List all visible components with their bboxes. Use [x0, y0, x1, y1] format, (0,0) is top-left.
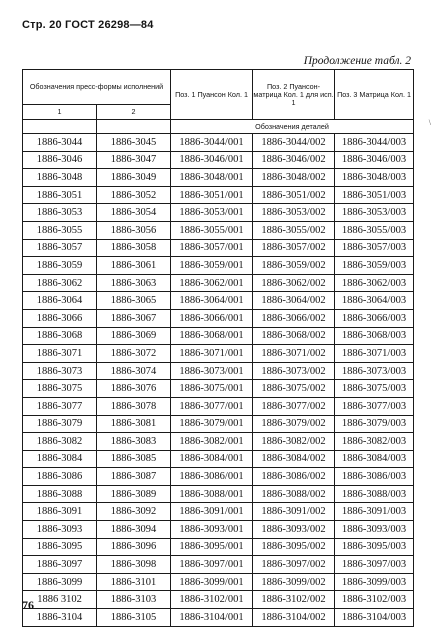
table-cell: 1886-3093/002 [253, 521, 335, 539]
table-cell: 1886-3084/002 [253, 450, 335, 468]
table-cell: 1886-3082/002 [253, 433, 335, 451]
table-cell: 1886 3102 [23, 591, 97, 609]
table-cell: 1886-3059/001 [171, 257, 253, 275]
header-pos3: Поз. 3 Матрица Кол. 1 [335, 70, 414, 120]
header-col1: 1 [23, 105, 97, 120]
table-cell: 1886-3051/002 [253, 186, 335, 204]
table-cell: 1886-3049 [97, 169, 171, 187]
table-cell: 1886-3044/001 [171, 134, 253, 152]
table-cell: 1886-3061 [97, 257, 171, 275]
table-cell: 1886-3084/003 [335, 450, 414, 468]
table-cell: 1886-3046 [23, 151, 97, 169]
table-row [23, 221, 414, 239]
table-cell: 1886-3097 [23, 556, 97, 574]
table-cell: 1886-3068 [23, 327, 97, 345]
table-cell: 1886-3088/003 [335, 485, 414, 503]
table-cell: 1886-3059/003 [335, 257, 414, 275]
table-cell: 1886-3104 [23, 609, 97, 627]
table-row [23, 450, 414, 468]
table-cell: 1886-3062 [23, 274, 97, 292]
table-cell: 1886-3082/003 [335, 433, 414, 451]
table-row [23, 415, 414, 433]
table-cell: 1886-3101 [97, 573, 171, 591]
header-mold-designations: Обозначения пресс-формы исполнений [23, 70, 171, 105]
table-cell: 1886-3055/001 [171, 221, 253, 239]
page-number: 76 [22, 598, 34, 612]
table-cell: 1886-3097/003 [335, 556, 414, 574]
table-row [23, 274, 414, 292]
table-cell: 1886-3084 [23, 450, 97, 468]
table-cell: 1886-3046/003 [335, 151, 414, 169]
table-row [23, 239, 414, 257]
header-pos1: Поз. 1 Пуансон Кол. 1 [171, 70, 253, 120]
table-cell: 1886-3055 [23, 221, 97, 239]
table-cell: 1886-3071/002 [253, 345, 335, 363]
table-cell: 1886-3083 [97, 433, 171, 451]
table-cell: 1886-3048/001 [171, 169, 253, 187]
table-cell: 1886-3068/003 [335, 327, 414, 345]
table-row [23, 345, 414, 363]
table-cell: 1886-3044 [23, 134, 97, 152]
table-row [23, 538, 414, 556]
table-cell: 1886-3088/002 [253, 485, 335, 503]
table-cell: 1886-3077/003 [335, 397, 414, 415]
table-row [23, 397, 414, 415]
table-cell: 1886-3094 [97, 521, 171, 539]
table-row [23, 521, 414, 539]
table-cell: 1886-3084/001 [171, 450, 253, 468]
table-row [23, 468, 414, 486]
table-cell: 1886-3044/003 [335, 134, 414, 152]
table-cell: 1886-3079/003 [335, 415, 414, 433]
table-row [23, 362, 414, 380]
table-cell: 1886-3053 [23, 204, 97, 222]
table-cell: 1886-3066/003 [335, 309, 414, 327]
table-cell: 1886-3048/002 [253, 169, 335, 187]
continuation-label: Продолжение табл. 2 [303, 55, 411, 67]
table-cell: 1886-3104/001 [171, 609, 253, 627]
table-row [23, 609, 414, 627]
table-cell: 1886-3077/001 [171, 397, 253, 415]
table-cell: 1886-3066/002 [253, 309, 335, 327]
table-cell: 1886-3067 [97, 309, 171, 327]
table-cell: 1886-3086/001 [171, 468, 253, 486]
table-row [23, 257, 414, 275]
table-cell: 1886-3062/001 [171, 274, 253, 292]
table-cell: 1886-3066/001 [171, 309, 253, 327]
table-cell: 1886-3079/001 [171, 415, 253, 433]
table-cell: 1886-3093/001 [171, 521, 253, 539]
table-cell: 1886-3053/002 [253, 204, 335, 222]
table-cell: 1886-3073 [23, 362, 97, 380]
table-row [23, 433, 414, 451]
table-cell: 1886-3099/003 [335, 573, 414, 591]
table-cell: 1886-3075/001 [171, 380, 253, 398]
table-cell: 1886-3091/003 [335, 503, 414, 521]
table-cell: 1886-3059/002 [253, 257, 335, 275]
table-cell: 1886-3068/002 [253, 327, 335, 345]
table-cell: 1886-3078 [97, 397, 171, 415]
table-cell: 1886-3089 [97, 485, 171, 503]
table-row [23, 380, 414, 398]
parts-table [22, 69, 414, 627]
table-cell: 1886-3079 [23, 415, 97, 433]
page-header: Стр. 20 ГОСТ 26298—84 [22, 19, 154, 31]
table-cell: 1886-3046/002 [253, 151, 335, 169]
table-cell: 1886-3081 [97, 415, 171, 433]
table-row [23, 292, 414, 310]
table-cell: 1886-3064/002 [253, 292, 335, 310]
table-cell: 1886-3068/001 [171, 327, 253, 345]
table-row [23, 151, 414, 169]
table-cell: 1886-3098 [97, 556, 171, 574]
table-row [23, 309, 414, 327]
table-cell: 1886-3086 [23, 468, 97, 486]
table-cell: 1886-3057/001 [171, 239, 253, 257]
header-col2: 2 [97, 105, 171, 120]
table-cell: 1886-3051/001 [171, 186, 253, 204]
table-cell: 1886-3097/002 [253, 556, 335, 574]
table-cell: 1886-3046/001 [171, 151, 253, 169]
table-row [23, 204, 414, 222]
table-cell: 1886-3064 [23, 292, 97, 310]
table-cell: 1886-3088 [23, 485, 97, 503]
table-cell: 1886-3102/002 [253, 591, 335, 609]
table-cell: 1886-3088/001 [171, 485, 253, 503]
table-cell: 1886-3075/003 [335, 380, 414, 398]
table-row [23, 134, 414, 152]
table-cell: 1886-3064/001 [171, 292, 253, 310]
table-cell: 1886-3065 [97, 292, 171, 310]
table-cell: 1886-3091/001 [171, 503, 253, 521]
table-cell: 1886-3093 [23, 521, 97, 539]
table-cell: 1886-3091/002 [253, 503, 335, 521]
table-cell: 1886-3099/002 [253, 573, 335, 591]
table-row [23, 556, 414, 574]
table-cell: 1886-3047 [97, 151, 171, 169]
table-cell: 1886-3071/001 [171, 345, 253, 363]
table-row [23, 573, 414, 591]
table-cell: 1886-3048 [23, 169, 97, 187]
table-cell: 1886-3051 [23, 186, 97, 204]
table-cell: 1886-3102/003 [335, 591, 414, 609]
table-cell: 1886-3058 [97, 239, 171, 257]
table-cell: 1886-3099 [23, 573, 97, 591]
table-cell: 1886-3095 [23, 538, 97, 556]
table-cell: 1886-3071 [23, 345, 97, 363]
table-cell: 1886-3062/002 [253, 274, 335, 292]
table-cell: 1886-3104/002 [253, 609, 335, 627]
table-cell: 1886-3073/001 [171, 362, 253, 380]
table-cell: 1886-3091 [23, 503, 97, 521]
table-cell: 1886-3082 [23, 433, 97, 451]
table-row [23, 327, 414, 345]
table-cell: 1886-3072 [97, 345, 171, 363]
table-cell: 1886-3044/002 [253, 134, 335, 152]
table-cell: 1886-3055/003 [335, 221, 414, 239]
table-cell: 1886-3104/003 [335, 609, 414, 627]
margin-mark: \ [428, 118, 431, 127]
table-cell: 1886-3064/003 [335, 292, 414, 310]
table-cell: 1886-3055/002 [253, 221, 335, 239]
table-cell: 1886-3071/003 [335, 345, 414, 363]
table-cell: 1886-3048/003 [335, 169, 414, 187]
table-cell: 1886-3057/003 [335, 239, 414, 257]
table-cell: 1886-3095/002 [253, 538, 335, 556]
table-row [23, 485, 414, 503]
table-cell: 1886-3086/002 [253, 468, 335, 486]
table-cell: 1886-3053/001 [171, 204, 253, 222]
table-cell: 1886-3056 [97, 221, 171, 239]
table-cell: 1886-3076 [97, 380, 171, 398]
table-cell: 1886-3097/001 [171, 556, 253, 574]
table-cell: 1886-3077/002 [253, 397, 335, 415]
table-cell: 1886-3066 [23, 309, 97, 327]
table-cell: 1886-3087 [97, 468, 171, 486]
table-cell: 1886-3053/003 [335, 204, 414, 222]
table-cell: 1886-3069 [97, 327, 171, 345]
table-cell: 1886-3077 [23, 397, 97, 415]
table-cell: 1886-3079/002 [253, 415, 335, 433]
table-cell: 1886-3095/001 [171, 538, 253, 556]
table-row [23, 186, 414, 204]
table-cell: 1886-3093/003 [335, 521, 414, 539]
table-cell: 1886-3099/001 [171, 573, 253, 591]
header-pos2: Поз. 2 Пуансон-матрица Кол. 1 для исп. 1 [253, 70, 335, 120]
table-cell: 1886-3105 [97, 609, 171, 627]
table-cell: 1886-3051/003 [335, 186, 414, 204]
table-cell: 1886-3102/001 [171, 591, 253, 609]
table-cell: 1886-3073/002 [253, 362, 335, 380]
table-body [23, 134, 414, 627]
table-cell: 1886-3063 [97, 274, 171, 292]
table-cell: 1886-3052 [97, 186, 171, 204]
table-cell: 1886-3092 [97, 503, 171, 521]
table-cell: 1886-3057 [23, 239, 97, 257]
header-parts-designations: Обозначения деталей [171, 120, 414, 134]
table-cell: 1886-3096 [97, 538, 171, 556]
table-cell: 1886-3073/003 [335, 362, 414, 380]
table-row [23, 169, 414, 187]
table-cell: 1886-3103 [97, 591, 171, 609]
table-cell: 1886-3045 [97, 134, 171, 152]
table-cell: 1886-3095/003 [335, 538, 414, 556]
table-cell: 1886-3075/002 [253, 380, 335, 398]
table-cell: 1886-3059 [23, 257, 97, 275]
table-cell: 1886-3075 [23, 380, 97, 398]
table-cell: 1886-3054 [97, 204, 171, 222]
table-cell: 1886-3057/002 [253, 239, 335, 257]
table-cell: 1886-3082/001 [171, 433, 253, 451]
table-cell: 1886-3086/003 [335, 468, 414, 486]
table-cell: 1886-3074 [97, 362, 171, 380]
table-cell: 1886-3062/003 [335, 274, 414, 292]
table-row [23, 503, 414, 521]
table-cell: 1886-3085 [97, 450, 171, 468]
table-row [23, 591, 414, 609]
